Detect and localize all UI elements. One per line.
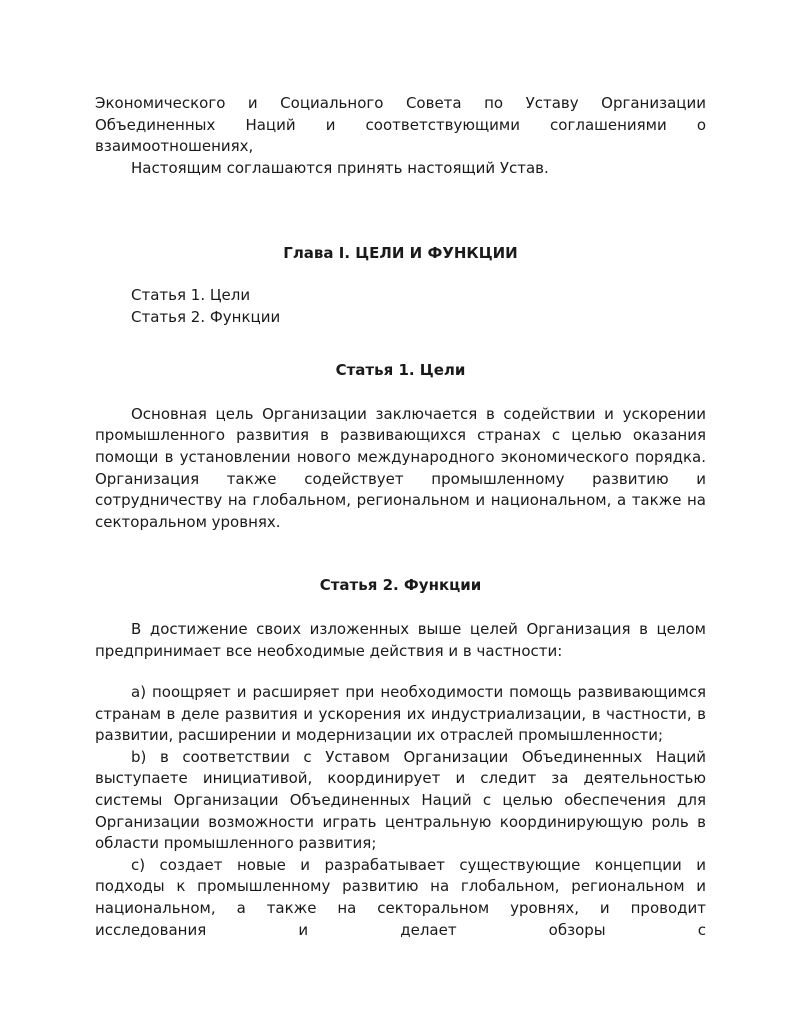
article-2-item-c: c) создает новые и разрабатывает существующие концепции и подходы к промышленному развитию на глобальном, региональном и национальном, а также на секторальном уровнях, и проводит исследования и делает обзоры с — [95, 855, 706, 939]
article-2-intro: В достижение своих изложенных выше целей Организация в целом предпринимает все необходимые действия и в частности: — [95, 619, 706, 660]
chapter-title: Глава I. ЦЕЛИ И ФУНКЦИИ — [283, 244, 518, 263]
document-page — [95, 93, 706, 941]
toc-item-article-1: Статья 1. Цели — [131, 285, 251, 304]
article-2-item-a: a) поощряет и расширяет при необходимости помощь развивающимся странам в деле развития и ускорения их индустриализации, в частности, в развитии, расширении и модернизации их отраслей промышленности; — [95, 683, 706, 745]
toc-item-article-2: Статья 2. Функции — [131, 307, 281, 326]
article-2-item-b: b) в соответствии с Уставом Организации Объединенных Наций выступаете инициативой, координирует и следит за деятельностью системы Организации Объединенных Наций с целью обеспечения для Организации возможности играть центральную координирующую роль в области промышленного развития; — [95, 747, 706, 853]
intro-closing-paragraph: Настоящим соглашаются принять настоящий Устав. — [131, 158, 549, 177]
article-1-body: Основная цель Организации заключается в содействии и ускорении промышленного развития в развивающихся странах с целью оказания помощи в установлении нового международного экономического порядка. Организация также содействует промышленному развитию и сотрудничеству на глобальном, региональном и национальном, а также на секторальном уровнях. — [95, 404, 706, 531]
intro-paragraph: Экономического и Социального Совета по Уставу Организации Объединенных Наций и соответствующими соглашениями о взаимоотношениях, — [95, 94, 706, 156]
article-2-title: Статья 2. Функции — [319, 576, 482, 595]
article-1-title: Статья 1. Цели — [335, 361, 466, 380]
